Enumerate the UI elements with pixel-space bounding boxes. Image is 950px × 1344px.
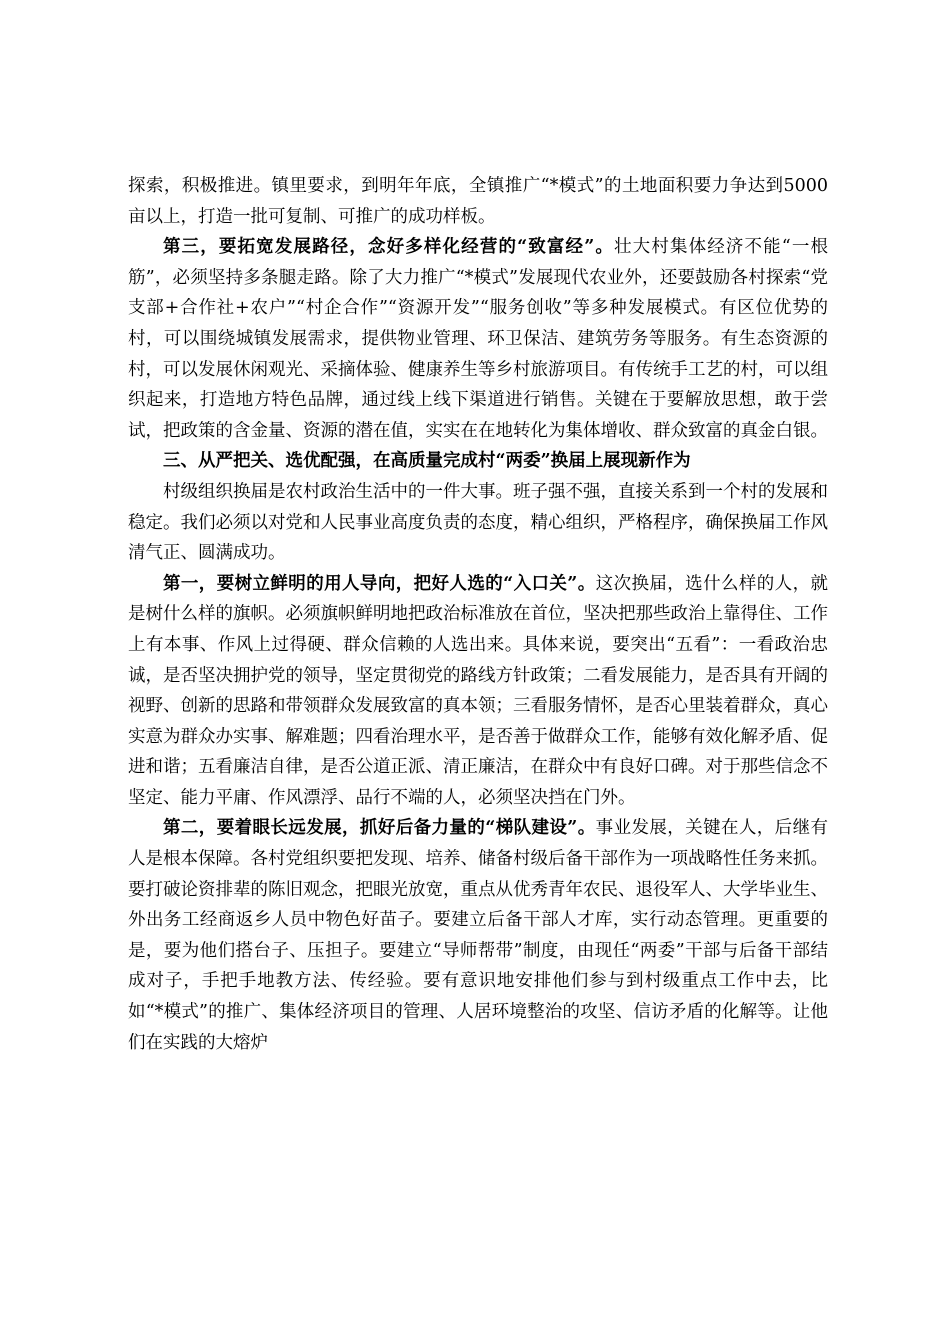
paragraph-2-lead: 第三，要拓宽发展路径，念好多样化经营的“致富经”。 (163, 237, 615, 258)
paragraph-5 (128, 813, 828, 1058)
paragraph-2-text: 壮大村集体经济不能“一根筋”，必须坚持多条腿走路。除了大力推广“*模式”发展现代农业外，还要鼓励各村探索“党支部+合作社+农户”“村企合作”“资源开发”“服务创收”等多种发展模式。有区位优势的村，可以围绕城镇发展需求，提供物业管理、环卫保洁、建筑劳务等服务。有生态资源的村，可以发展休闲观光、采摘体验、健康养生等乡村旅游项目。有传统手工艺的村，可以组织起来，打造地方特色品牌，通过线上线下渠道进行销售。关键在于要解放思想，敢于尝试，把政策的含金量、资源的潜在值，实实在在地转化为集体增收、群众致富的真金白银。 (128, 237, 828, 441)
paragraph-3 (128, 477, 828, 569)
paragraph-4 (128, 569, 828, 814)
paragraph-1 (128, 171, 828, 232)
section-heading-3: 三、从严把关、选优配强，在高质量完成村“两委”换届上展现新作为 (163, 451, 691, 472)
paragraph-4-text: 这次换届，选什么样的人，就是树什么样的旗帜。必须旗帜鲜明地把政治标准放在首位，坚决把那些政治上靠得住、工作上有本事、作风上过得硬、群众信赖的人选出来。具体来说，要突出“五看”：一看政治忠诚，是否坚决拥护党的领导，坚定贯彻党的路线方针政策；二看发展能力，是否具有开阔的视野、创新的思路和带领群众发展致富的真本领；三看服务情怀，是否心里装着群众，真心实意为群众办实事、解难题；四看治理水平，是否善于做群众工作，能够有效化解矛盾、促进和谐；五看廉洁自律，是否公道正派、清正廉洁，在群众中有良好口碑。对于那些信念不坚定、能力平庸、作风漂浮、品行不端的人，必须坚决挡在门外。 (128, 573, 828, 808)
document-page (128, 171, 828, 1058)
paragraph-5-text: 事业发展，关键在人，后继有人是根本保障。各村党组织要把发现、培养、储备村级后备干部作为一项战略性任务来抓。要打破论资排辈的陈旧观念，把眼光放宽，重点从优秀青年农民、退役军人、大学毕业生、外出务工经商返乡人员中物色好苗子。要建立后备干部人才库，实行动态管理。更重要的是，要为他们搭台子、压担子。要建立“导师帮带”制度，由现任“两委”干部与后备干部结成对子，手把手地教方法、传经验。要有意识地安排他们参与到村级重点工作中去，比如“*模式”的推广、集体经济项目的管理、人居环境整治的攻坚、信访矛盾的化解等。让他们在实践的大熔炉 (128, 818, 828, 1053)
paragraph-1-text: 探索，积极推进。镇里要求，到明年年底，全镇推广“*模式”的土地面积要力争达到5000亩以上，打造一批可复制、可推广的成功样板。 (128, 176, 828, 227)
paragraph-3-text: 村级组织换届是农村政治生活中的一件大事。班子强不强，直接关系到一个村的发展和稳定。我们必须以对党和人民事业高度负责的态度，精心组织，严格程序，确保换届工作风清气正、圆满成功。 (128, 481, 828, 564)
paragraph-4-lead: 第一，要树立鲜明的用人导向，把好人选的“入口关”。 (163, 573, 596, 594)
paragraph-5-lead: 第二，要着眼长远发展，抓好后备力量的“梯队建设”。 (163, 818, 596, 839)
paragraph-2 (128, 232, 828, 446)
